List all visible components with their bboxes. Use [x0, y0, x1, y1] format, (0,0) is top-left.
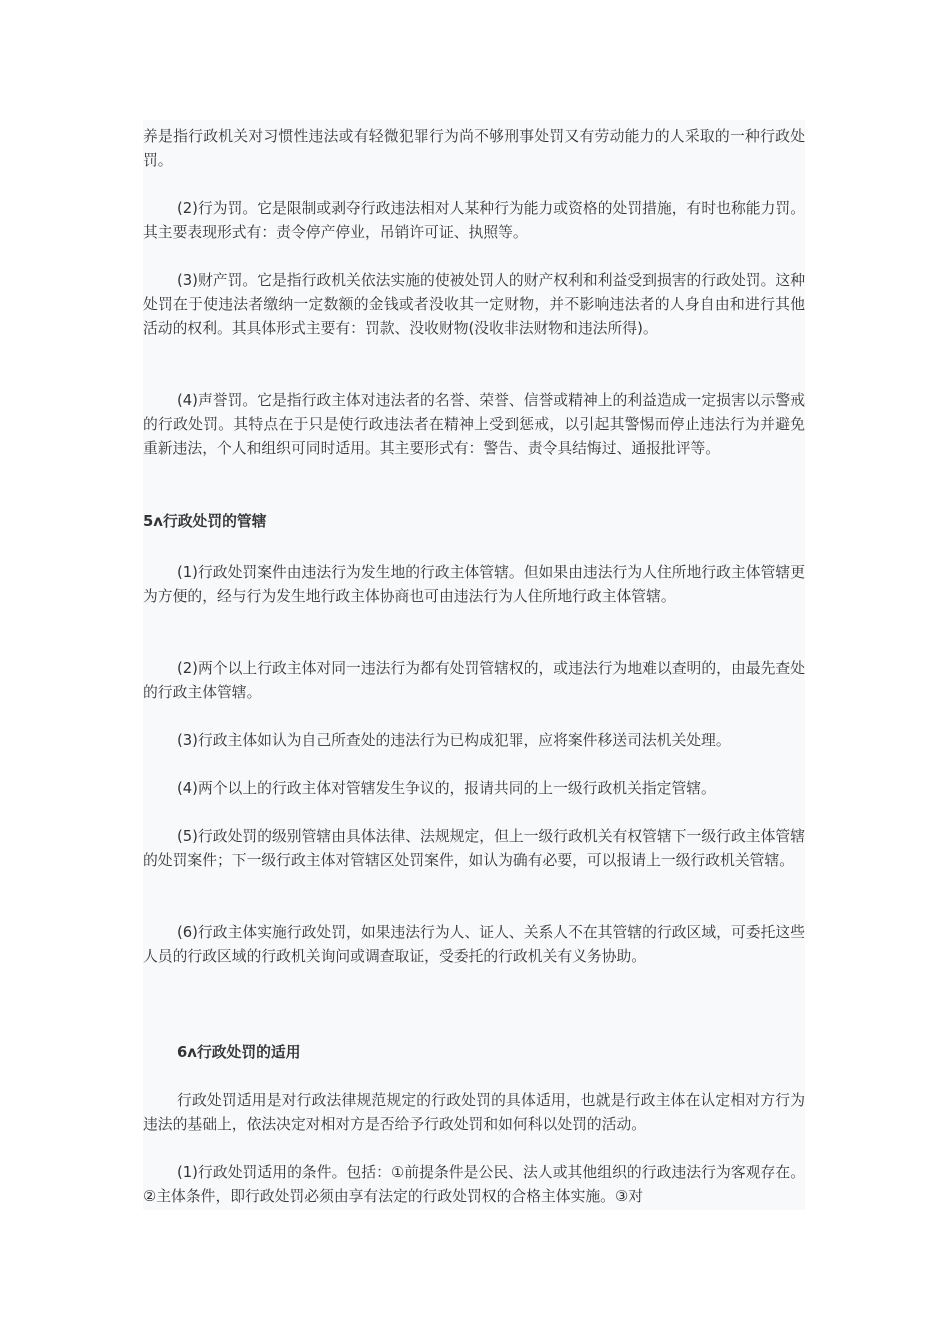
- paragraph-labor-reeducation-end: 养是指行政机关对习惯性违法或有轻微犯罪行为尚不够刑事处罚又有劳动能力的人采取的一种行政处罚。: [143, 128, 805, 169]
- paragraph-jurisdiction-3: (3)行政主体如认为自己所查处的违法行为已构成犯罪，应将案件移送司法机关处理。: [177, 732, 731, 749]
- heading-application: 6ʌ行政处罚的适用: [177, 1044, 301, 1061]
- paragraph-jurisdiction-1: (1)行政处罚案件由违法行为发生地的行政主体管辖。但如果由违法行为人住所地行政主体管辖更为方便的，经与行为发生地行政主体协商也可由违法行为人住所地行政主体管辖。: [143, 564, 805, 605]
- paragraph-conduct-penalty: (2)行为罚。它是限制或剥夺行政违法相对人某种行为能力或资格的处罚措施，有时也称能力罚。其主要表现形式有：责令停产停业，吊销许可证、执照等。: [143, 200, 805, 241]
- paragraph-property-penalty: (3)财产罚。它是指行政机关依法实施的使被处罚人的财产权利和利益受到损害的行政处罚。这种处罚在于使违法者缴纳一定数额的金钱或者没收其一定财物，并不影响违法者的人身自由和进行其他活动的权利。其具体形式主要有：罚款、没收财物(没收非法财物和违法所得)。: [143, 272, 805, 337]
- paragraph-application-intro: 行政处罚适用是对行政法律规范规定的行政处罚的具体适用，也就是行政主体在认定相对方行为违法的基础上，依法决定对相对方是否给予行政处罚和如何科以处罚的活动。: [143, 1092, 805, 1133]
- paragraph-jurisdiction-5: (5)行政处罚的级别管辖由具体法律、法规规定，但上一级行政机关有权管辖下一级行政主体管辖的处罚案件；下一级行政主体对管辖区处罚案件，如认为确有必要，可以报请上一级行政机关管辖。: [143, 828, 805, 869]
- paragraph-jurisdiction-4: (4)两个以上的行政主体对管辖发生争议的，报请共同的上一级行政机关指定管辖。: [177, 780, 716, 797]
- heading-jurisdiction: 5ʌ行政处罚的管辖: [143, 513, 267, 530]
- document-page: [143, 120, 805, 1210]
- paragraph-jurisdiction-2: (2)两个以上行政主体对同一违法行为都有处罚管辖权的，或违法行为地难以查明的，由最先查处的行政主体管辖。: [143, 660, 805, 701]
- paragraph-jurisdiction-6: (6)行政主体实施行政处罚，如果违法行为人、证人、关系人不在其管辖的行政区域，可委托这些人员的行政区域的行政机关询问或调查取证，受委托的行政机关有义务协助。: [143, 924, 805, 965]
- paragraph-reputation-penalty: (4)声誉罚。它是指行政主体对违法者的名誉、荣誉、信誉或精神上的利益造成一定损害以示警戒的行政处罚。其特点在于只是使行政违法者在精神上受到惩戒，以引起其警惕而停止违法行为并避免重新违法，个人和组织可同时适用。其主要形式有：警告、责令具结悔过、通报批评等。: [143, 392, 805, 457]
- paragraph-application-conditions: (1)行政处罚适用的条件。包括：①前提条件是公民、法人或其他组织的行政违法行为客观存在。②主体条件，即行政处罚必须由享有法定的行政处罚权的合格主体实施。③对: [143, 1164, 805, 1205]
